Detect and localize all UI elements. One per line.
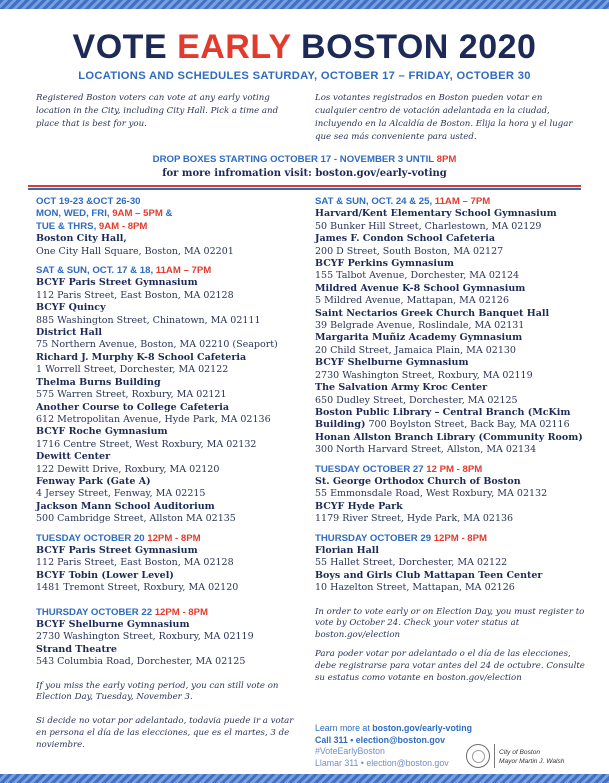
page-title xyxy=(0,30,609,64)
spacer xyxy=(315,642,585,649)
location-address: 55 Hallet Street, Dorchester, MA 02122 xyxy=(315,557,508,569)
divider-red xyxy=(28,185,581,187)
hashtag: #VoteEarlyBoston xyxy=(315,746,385,756)
location-name: Harvard/Kent Elementary School Gymnasium xyxy=(315,208,557,220)
location-name: Honan Allston Branch Library (Community Room) xyxy=(315,431,583,443)
dropbox-text: DROP BOXES STARTING OCTOBER 17 - NOVEMBER 3 UNTIL xyxy=(152,154,434,165)
location-address: One City Hall Square, Boston, MA 02201 xyxy=(36,245,234,257)
schedule-heading xyxy=(36,221,306,233)
location-name: BCYF Roche Gymnasium xyxy=(36,426,168,438)
location-address: 700 Boylston Street, Back Bay, MA 02116 xyxy=(368,419,570,431)
location-name: Boston City Hall, xyxy=(36,233,127,245)
note-english: In order to vote early or on Election Day, you must register to vote by October 24. Check your voter status at boston.gov/election xyxy=(315,606,585,641)
heading-amp: & xyxy=(165,208,173,220)
heading-time: 9AM – 5PM xyxy=(112,208,163,220)
location-name: St. George Orthodox Church of Boston xyxy=(315,475,521,487)
title-vote: VOTE xyxy=(72,28,168,66)
left-column xyxy=(36,196,306,752)
location-list xyxy=(315,476,585,526)
intro-english: Registered Boston voters can vote at any early voting location in the City, including City Hall. Pick a time and place that is best for you. xyxy=(36,93,279,129)
location-address: 10 Hazelton Street, Mattapan, MA 02126 xyxy=(315,582,515,594)
location-name: Margarita Muñiz Academy Gymnasium xyxy=(315,332,523,344)
location-name: Boston Public Library – Central Branch (McKim Building) xyxy=(315,406,571,431)
location-name: BCYF Tobin (Lower Level) xyxy=(36,569,174,581)
location-address: 112 Paris Street, East Boston, MA 02128 xyxy=(36,557,234,569)
location-name: The Salvation Army Kroc Center xyxy=(315,382,488,394)
bottom-stripe xyxy=(0,774,609,783)
location-name: BCYF Shelburne Gymnasium xyxy=(315,357,469,369)
schedule-heading xyxy=(36,265,306,277)
schedule-heading xyxy=(36,533,306,545)
location-address: 500 Cambridge Street, Allston MA 02135 xyxy=(36,513,236,525)
location-name: Mildred Avenue K-8 School Gymnasium xyxy=(315,282,526,294)
spacer xyxy=(36,595,306,607)
heading-time: 11AM – 7PM xyxy=(434,196,491,207)
location-address: 2730 Washington Street, Roxbury, MA 02119 xyxy=(315,369,533,381)
subtitle: LOCATIONS AND SCHEDULES SATURDAY, OCTOBER 17 – FRIDAY, OCTOBER 30 xyxy=(78,70,531,82)
location-name: Strand Theatre xyxy=(36,643,117,655)
location-address: 75 Northern Avenue, Boston, MA 02210 (Seaport) xyxy=(36,339,278,351)
location-name: Saint Nectarios Greek Church Banquet Hall xyxy=(315,307,550,319)
note-english: If you miss the early voting period, you can still vote on Election Day, Tuesday, November 3. xyxy=(36,680,279,703)
intro-spanish: Los votantes registrados en Boston pueden votar en cualquier centro de votación adelantada en la ciudad, incluyendo en la Alcaldía de Boston. Elija la hora y el lugar que sea más conveniente para usted. xyxy=(315,93,573,142)
location-list xyxy=(36,545,306,595)
city-seal-icon xyxy=(466,744,490,768)
heading-days: THURSDAY OCTOBER 22 xyxy=(36,606,153,618)
heading-days: MON, WED, FRI, xyxy=(36,208,110,220)
location-name: BCYF Hyde Park xyxy=(315,500,403,512)
schedule-heading xyxy=(36,607,306,619)
heading-days: TUESDAY OCTOBER 27 xyxy=(315,463,424,475)
schedule-heading xyxy=(315,464,585,476)
note-spanish: Si decide no votar por adelantado, todavia puede ir a votar en persona el día de las elecciones, que es el martes, 3 de noviembre. xyxy=(36,716,294,750)
schedule-heading xyxy=(36,208,306,220)
location-address: 39 Belgrade Avenue, Roslindale, MA 02131 xyxy=(315,320,525,332)
spacer xyxy=(315,526,585,533)
spacer xyxy=(36,526,306,533)
divider-blue xyxy=(28,188,581,190)
location-name: Boys and Girls Club Mattapan Teen Center xyxy=(315,569,543,581)
location-name: BCYF Shelburne Gymnasium xyxy=(36,619,190,630)
mayor-name: Mayor Martin J. Walsh xyxy=(499,757,565,765)
heading-days: TUE & THRS, xyxy=(36,220,97,232)
info-link[interactable]: for more infromation visit: boston.gov/early-voting xyxy=(162,168,447,179)
location-address: 885 Washington Street, Chinatown, MA 02111 xyxy=(36,314,261,326)
learn-more-line xyxy=(315,723,595,735)
location-address: 55 Emmonsdale Road, West Roxbury, MA 02132 xyxy=(315,488,548,500)
schedule-heading xyxy=(315,533,585,545)
call-line[interactable]: Call 311 • election@boston.gov xyxy=(315,734,445,745)
location-name: Florian Hall xyxy=(315,544,380,556)
heading-days: SAT & SUN, OCT. 24 & 25, xyxy=(315,196,433,207)
location-address: 4 Jersey Street, Fenway, MA 02215 xyxy=(36,488,206,500)
location-address: 1 Worrell Street, Dorchester, MA 02122 xyxy=(36,364,229,376)
location-name: Thelma Burns Building xyxy=(36,376,161,388)
location-entry xyxy=(315,407,585,432)
location-list xyxy=(36,619,306,669)
location-list xyxy=(315,208,585,407)
top-stripe xyxy=(0,0,609,9)
heading-days: SAT & SUN, OCT. 17 & 18, xyxy=(36,265,154,277)
location-address: 155 Talbot Avenue, Dorchester, MA 02124 xyxy=(315,270,520,282)
location-address: 200 D Street, South Boston, MA 02127 xyxy=(315,245,504,257)
location-name: BCYF Quincy xyxy=(36,302,106,314)
spacer xyxy=(315,595,585,607)
location-address: 122 Dewitt Drive, Roxbury, MA 02120 xyxy=(36,463,220,475)
location-address: 5 Mildred Avenue, Mattapan, MA 02126 xyxy=(315,295,509,307)
schedule-heading: OCT 19-23 &OCT 26-30 xyxy=(36,196,141,207)
location-address: 112 Paris Street, East Boston, MA 02128 xyxy=(36,289,234,301)
location-name: BCYF Paris Street Gymnasium xyxy=(36,277,198,289)
location-address: 612 Metropolitan Avenue, Hyde Park, MA 02136 xyxy=(36,413,271,425)
note-spanish: Para poder votar por adelantado o el día de las elecciones, debe registrarse para votar antes del 24 de octubre. Consulte su estatus como votante en boston.gov/election xyxy=(315,648,585,683)
spacer xyxy=(36,669,306,681)
location-name: BCYF Paris Street Gymnasium xyxy=(36,544,198,556)
right-column xyxy=(315,196,585,684)
heading-time: 12 PM - 8PM xyxy=(426,463,483,475)
dropbox-line xyxy=(0,154,609,165)
title-early: EARLY xyxy=(177,28,292,66)
learn-more-text: Learn more at xyxy=(315,723,370,733)
spacer xyxy=(36,704,306,716)
location-address: 1716 Centre Street, West Roxbury, MA 02132 xyxy=(36,438,257,450)
location-list xyxy=(36,277,306,525)
location-address: 1481 Tremont Street, Roxbury, MA 02120 xyxy=(36,582,239,594)
location-name: Dewitt Center xyxy=(36,451,111,463)
location-address: 300 North Harvard Street, Allston, MA 02134 xyxy=(315,444,537,456)
learn-more-link[interactable]: boston.gov/early-voting xyxy=(372,723,472,733)
location-address: 20 Child Street, Jamaica Plain, MA 02130 xyxy=(315,344,516,356)
city-name: City of Boston xyxy=(499,749,541,756)
heading-time: 12PM - 8PM xyxy=(147,532,201,544)
location-address: 575 Warren Street, Roxbury, MA 02121 xyxy=(36,389,227,401)
location-name: Jackson Mann School Auditorium xyxy=(36,500,215,512)
location-list xyxy=(315,545,585,595)
location-name: Another Course to College Cafeteria xyxy=(36,401,230,413)
spacer xyxy=(36,258,306,265)
llamar-line[interactable]: Llamar 311 • election@boston.gov xyxy=(315,757,449,768)
location-address: 50 Bunker Hill Street, Charlestown, MA 02129 xyxy=(315,220,542,232)
location-name: Fenway Park (Gate A) xyxy=(36,475,151,487)
heading-time: 9AM - 8PM xyxy=(98,220,148,232)
footer-contact xyxy=(315,723,595,746)
schedule-heading xyxy=(315,196,585,208)
heading-time: 12PM - 8PM xyxy=(154,606,209,618)
heading-time: 11AM – 7PM xyxy=(155,265,212,277)
title-boston: BOSTON 2020 xyxy=(301,28,537,66)
dropbox-time: 8PM xyxy=(436,154,457,165)
location-name: James F. Condon School Cafeteria xyxy=(315,233,495,245)
heading-days: THURSDAY OCTOBER 29 xyxy=(315,532,432,544)
location-address: 650 Dudley Street, Dorchester, MA 02125 xyxy=(315,394,518,406)
city-logo-text xyxy=(499,749,564,766)
location-address: 1179 River Street, Hyde Park, MA 02136 xyxy=(315,513,514,525)
spacer xyxy=(315,457,585,464)
footer-spanish xyxy=(315,746,449,769)
location-address: 543 Columbia Road, Dorchester, MA 02125 xyxy=(36,656,246,668)
location-name: BCYF Perkins Gymnasium xyxy=(315,258,454,270)
location-name: District Hall xyxy=(36,327,103,339)
location-name: Richard J. Murphy K-8 School Cafeteria xyxy=(36,351,247,363)
heading-days: TUESDAY OCTOBER 20 xyxy=(36,532,145,544)
location-address: 2730 Washington Street, Roxbury, MA 02119 xyxy=(36,631,254,643)
heading-time: 12PM - 8PM xyxy=(433,532,488,544)
footer-divider xyxy=(494,744,495,768)
